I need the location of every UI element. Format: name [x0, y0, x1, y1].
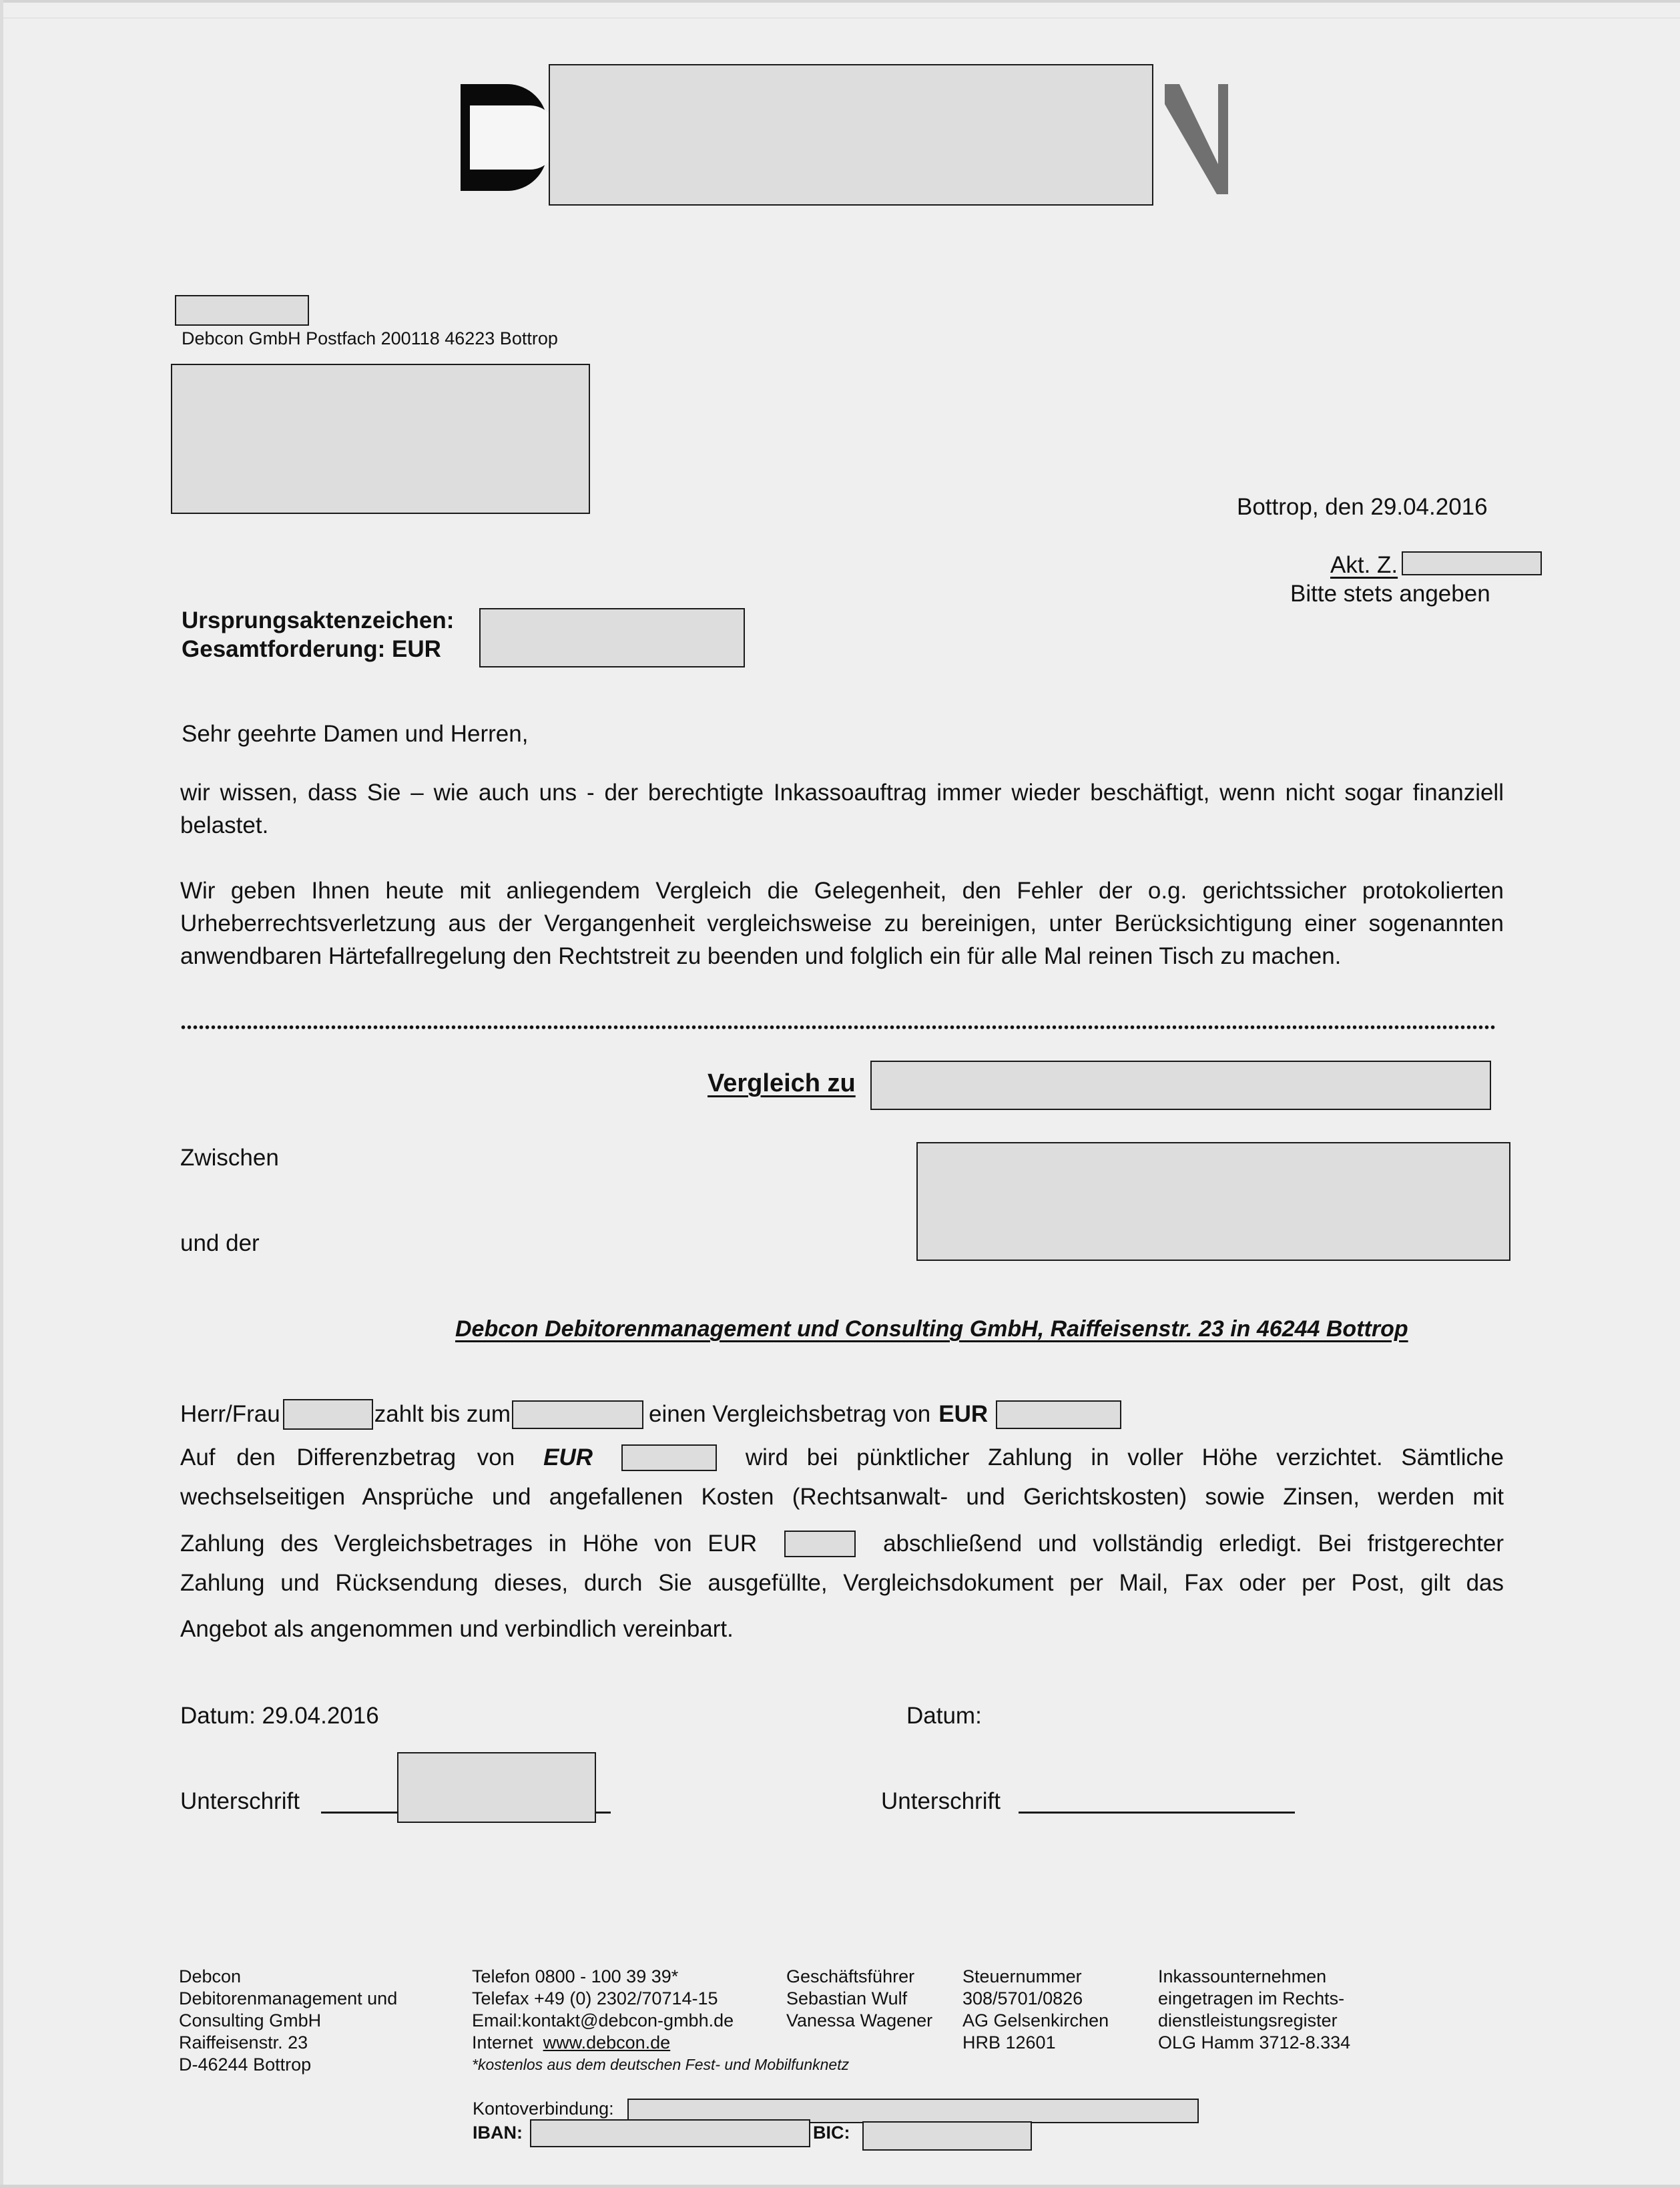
creditor-company-line: Debcon Debitorenmanagement und Consulting GmbH, Raiffeisenstr. 23 in 46244 Bottrop: [455, 1316, 1408, 1342]
settlement-line-6: Angebot als angenommen und verbindlich vereinbart.: [180, 1616, 734, 1642]
page-edge: [0, 0, 3, 2188]
letter-date: Bottrop, den 29.04.2016: [1237, 494, 1488, 520]
page-edge: [0, 17, 1680, 19]
redacted-debtor-details: [916, 1142, 1510, 1261]
logo-letter-n: [1165, 84, 1228, 194]
page-edge: [0, 0, 1680, 3]
redacted-debtor-name: [283, 1399, 373, 1430]
text: zahlt bis zum: [374, 1401, 511, 1427]
redacted-reference-number: [1402, 551, 1542, 575]
sender-return-address: Debcon GmbH Postfach 200118 46223 Bottrop: [182, 328, 558, 348]
footer-email[interactable]: Email:kontakt@debcon-gmbh.de: [472, 2010, 734, 2030]
redacted-final-amount: [784, 1531, 856, 1557]
internet-label: Internet: [472, 2032, 533, 2053]
text: einen Vergleichsbetrag von: [649, 1401, 931, 1427]
settlement-line-4: [180, 1527, 1504, 1561]
redacted-sender-tag: [175, 295, 309, 326]
total-claim-label: Gesamtforderung: EUR: [182, 636, 441, 662]
reference-label: Akt. Z.: [1330, 552, 1398, 578]
right-signature-line[interactable]: [1019, 1812, 1295, 1814]
right-signature-label: Unterschrift: [881, 1788, 1001, 1814]
redacted-recipient-address: [171, 364, 590, 514]
footer-line: Sebastian Wulf: [786, 1988, 908, 2008]
paragraph-intro: [180, 776, 1504, 842]
bic-label: BIC:: [813, 2123, 850, 2143]
text: Zahlung des Vergleichsbetrages in Höhe von EUR: [180, 1531, 758, 1557]
settlement-line-3: [180, 1484, 1504, 1511]
footer-line: Inkassounternehmen: [1158, 1966, 1327, 1986]
footer-line: Debcon: [179, 1966, 242, 1986]
footer-line: Vanessa Wagener: [786, 2010, 933, 2030]
paragraph-offer: [180, 874, 1504, 973]
text: wechselseitigen Ansprüche und angefallenen Kosten (Rechtsanwalt- und Gerichtskosten) sowie Zinsen, werden mit: [180, 1484, 1504, 1510]
footer-line: Raiffeisenstr. 23: [179, 2032, 308, 2053]
settlement-line-5: [180, 1570, 1504, 1597]
redacted-logo-block: [549, 64, 1153, 206]
redacted-signature: [397, 1752, 596, 1823]
bank-account-label: Kontoverbindung:: [473, 2099, 614, 2119]
reference-note: Bitte stets angeben: [1290, 581, 1490, 607]
redacted-claim-values: [479, 608, 745, 667]
redacted-settlement-subject: [870, 1061, 1491, 1110]
currency-label: EUR: [938, 1401, 989, 1427]
text: Auf den Differenzbetrag von: [180, 1444, 515, 1470]
redacted-iban: [530, 2119, 810, 2147]
footer-line: dienstleistungsregister: [1158, 2010, 1338, 2030]
page-edge: [0, 2185, 1680, 2188]
text: Herr/Frau: [180, 1401, 280, 1427]
footer-line: Steuernummer: [962, 1966, 1082, 1986]
currency-label: EUR: [543, 1444, 593, 1470]
between-label: Zwischen: [180, 1145, 279, 1171]
footer-line: Geschäftsführer: [786, 1966, 915, 1986]
footer-line: Consulting GmbH: [179, 2010, 322, 2030]
settlement-line-1: [180, 1398, 1121, 1431]
footer-line: OLG Hamm 3712-8.334: [1158, 2032, 1351, 2053]
footer-registry: [1158, 1966, 1350, 2054]
right-date: Datum:: [906, 1703, 982, 1729]
text: wird bei pünktlicher Zahlung in voller Höhe verzichtet. Sämtliche: [745, 1444, 1504, 1470]
redacted-difference-amount: [621, 1444, 717, 1471]
footer-line: HRB 12601: [962, 2032, 1056, 2053]
footer-line: D-46244 Bottrop: [179, 2055, 312, 2075]
settlement-line-2: [180, 1441, 1504, 1474]
footer-tax: [962, 1966, 1109, 2054]
text: Zahlung und Rücksendung dieses, durch Sie ausgefüllte, Vergleichsdokument per Mail, Fax oder per Post, gilt das: [180, 1570, 1504, 1596]
salutation: Sehr geehrte Damen und Herren,: [182, 721, 529, 747]
dotted-separator: [180, 1025, 1495, 1030]
logo-letter-d: [461, 84, 547, 191]
footer-phone-note: *kostenlos aus dem deutschen Fest- und Mobilfunknetz: [472, 2056, 850, 2073]
footer-line: 308/5701/0826: [962, 1988, 1083, 2008]
footer-line: AG Gelsenkirchen: [962, 2010, 1109, 2030]
footer-management: [786, 1966, 932, 2032]
footer-line: Debitorenmanagement und: [179, 1988, 398, 2008]
redacted-settlement-amount: [996, 1400, 1121, 1429]
footer-internet: [472, 2032, 849, 2054]
footer-company: [179, 1966, 397, 2076]
text: abschließend und vollständig erledigt. Bei fristgerechter: [883, 1531, 1504, 1557]
footer-line: eingetragen im Rechts-: [1158, 1988, 1345, 2008]
website-link[interactable]: www.debcon.de: [543, 2032, 671, 2053]
settlement-title: Vergleich zu: [708, 1069, 856, 1097]
origin-reference-label: Ursprungsaktenzeichen:: [182, 607, 455, 633]
redacted-due-date: [512, 1400, 643, 1429]
footer-phone: Telefon 0800 - 100 39 39*: [472, 1966, 679, 1986]
left-signature-label: Unterschrift: [180, 1788, 300, 1814]
footer-fax: Telefax +49 (0) 2302/70714-15: [472, 1988, 718, 2008]
paragraph-text: Wir geben Ihnen heute mit anliegendem Vergleich die Gelegenheit, den Fehler der o.g. gerichtssicher protokolierten Urheberrechtsverletzung aus der Vergangenheit vergleichsweise zu bereinigen, unter Berücksichtigung einer sogenannten anwendbaren Härtefallregelung den Rechtstreit zu beenden und folglich ein für alle Mal reinen Tisch zu machen.: [180, 878, 1504, 969]
left-date: Datum: 29.04.2016: [180, 1703, 379, 1729]
paragraph-text: wir wissen, dass Sie – wie auch uns - der berechtigte Inkassoauftrag immer wieder beschäftigt, wenn nicht sogar finanziell belastet.: [180, 780, 1504, 838]
redacted-bic: [862, 2121, 1032, 2151]
iban-label: IBAN:: [473, 2123, 523, 2143]
and-label: und der: [180, 1230, 260, 1256]
